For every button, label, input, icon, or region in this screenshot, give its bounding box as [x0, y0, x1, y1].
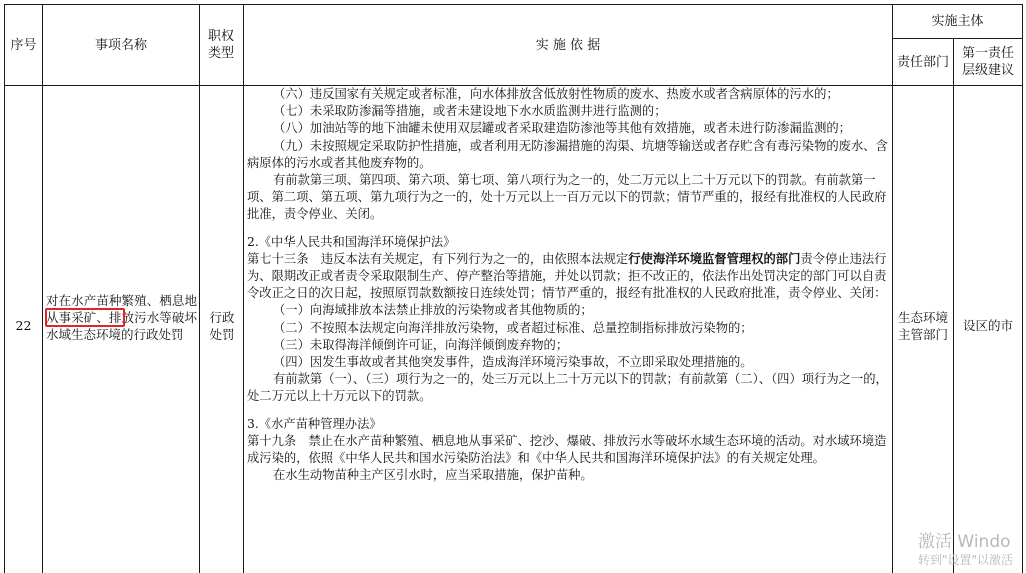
grid-line: [1022, 4, 1023, 573]
basis-paragraph: （六）违反国家有关规定或者标准，向水体排放含低放射性物质的废水、热废水或者含病原体的污水的；: [273, 87, 839, 101]
item-name-pre: 对在水产苗种繁殖、栖息: [46, 293, 185, 308]
basis-paragraph: 在水生动物苗种主产区引水时，应当采取措施，保护苗种。: [273, 468, 593, 483]
basis-paragraph: （八）加油站等的地下油罐未使用双层罐或者采取建造防渗池等其他有效措施，或者未进行防渗漏监测的；: [273, 121, 851, 136]
row-level: 设区的市: [962, 318, 1013, 333]
highlight-box: [45, 308, 125, 327]
header-dept: 责任部门: [896, 54, 949, 70]
implementation-basis: [247, 86, 890, 573]
article-text: 责令停止违法行为、限期改正或者责令采取限制生产、停产整治等措施，并处以罚款；拒不改正的，依法作出处罚决定的部门可以自责令改正之日的次日起，按照原罚款数额按日连续处罚；情节严重的，报经有批准权的人民政府批准，责令停业、关闭：: [247, 251, 887, 301]
basis-paragraph: 有前款第（一）、（三）项行为之一的，处三万元以上二十万元以下的罚款；有前款第（二）、（四）项行为之一的，处二万元以上十万元以下的罚款。: [247, 372, 888, 404]
article-text: 第七十三条 违反本法有关规定，有下列行为之一的，由依照本法规定: [247, 251, 629, 266]
activation-watermark-title: 激活 Windo: [918, 532, 1011, 552]
activation-watermark-subtitle: 转到"设置"以激活: [918, 553, 1014, 567]
header-seq: 序号: [10, 37, 37, 53]
header-subject: 实施主体: [931, 14, 984, 29]
header-item-name: 事项名称: [94, 37, 147, 53]
header-power-type: 职权类型: [207, 29, 234, 61]
basis-paragraph: 第十九条 禁止在水产苗种繁殖、栖息地从事采矿、挖沙、爆破、排放污水等破坏水域生态环境的活动。对水域环境造成污染的，依照《中华人民共和国水污染防治法》和《中华人民共和国海洋环境保护法》的有关规定处理。: [247, 433, 887, 466]
basis-paragraph: （一）向海域排放本法禁止排放的污染物或者其他物质的；: [273, 303, 593, 318]
basis-paragraph: （九）未按照规定采取防护性措施，或者利用无防渗漏措施的沟渠、坑塘等输送或者存贮含有毒污染物的废水、含病原体的污水或者其他废弃物的。: [247, 138, 888, 170]
item-name-post: 、排放污水等破坏水域生态环境的行政处罚: [46, 310, 197, 342]
grid-line: [243, 4, 244, 573]
grid-line: [199, 4, 200, 573]
header-level: 第一责任层级建议: [961, 46, 1014, 78]
basis-paragraph: 有前款第三项、第四项、第六项、第七项、第八项行为之一的，处二万元以上二十万元以下的罚款。有前款第一项、第二项、第五项、第九项行为之一的，处十万元以上一百万元以下的罚款；情节严重的，报经有批准权的人民政府批准，责令停业、关闭。: [247, 173, 887, 222]
basis-paragraph: [247, 251, 890, 303]
basis-paragraph: （二）不按照本法规定向海洋排放污染物，或者超过标准、总量控制指标排放污染物的；: [273, 320, 753, 335]
row-seq: 22: [15, 318, 32, 333]
law-title: 2.《中华人民共和国海洋环境保护法》: [247, 234, 456, 249]
row-dept: 生态环境主管部门: [897, 310, 948, 342]
row-power-type: 行政处罚: [209, 310, 235, 342]
grid-line: [4, 4, 5, 573]
grid-line: [42, 4, 43, 573]
article-bold-text: 行使海洋环境监督管理权的部门: [628, 251, 801, 266]
basis-paragraph: （七）未采取防渗漏等措施，或者未建设地下水水质监测井进行监测的；: [273, 104, 667, 119]
basis-paragraph: （四）因发生事故或者其他突发事件，造成海洋环境污染事故，不立即采取处理措施的。: [273, 355, 753, 370]
grid-line: [953, 38, 954, 573]
grid-line: [892, 4, 893, 573]
item-name-highlight: 地从事采矿: [46, 293, 197, 325]
header-basis: 实 施 依 据: [535, 37, 601, 53]
law-title: 3.《水产苗种管理办法》: [247, 416, 382, 431]
basis-paragraph: （三）未取得海洋倾倒许可证，向海洋倾倒废弃物的；: [273, 337, 569, 352]
